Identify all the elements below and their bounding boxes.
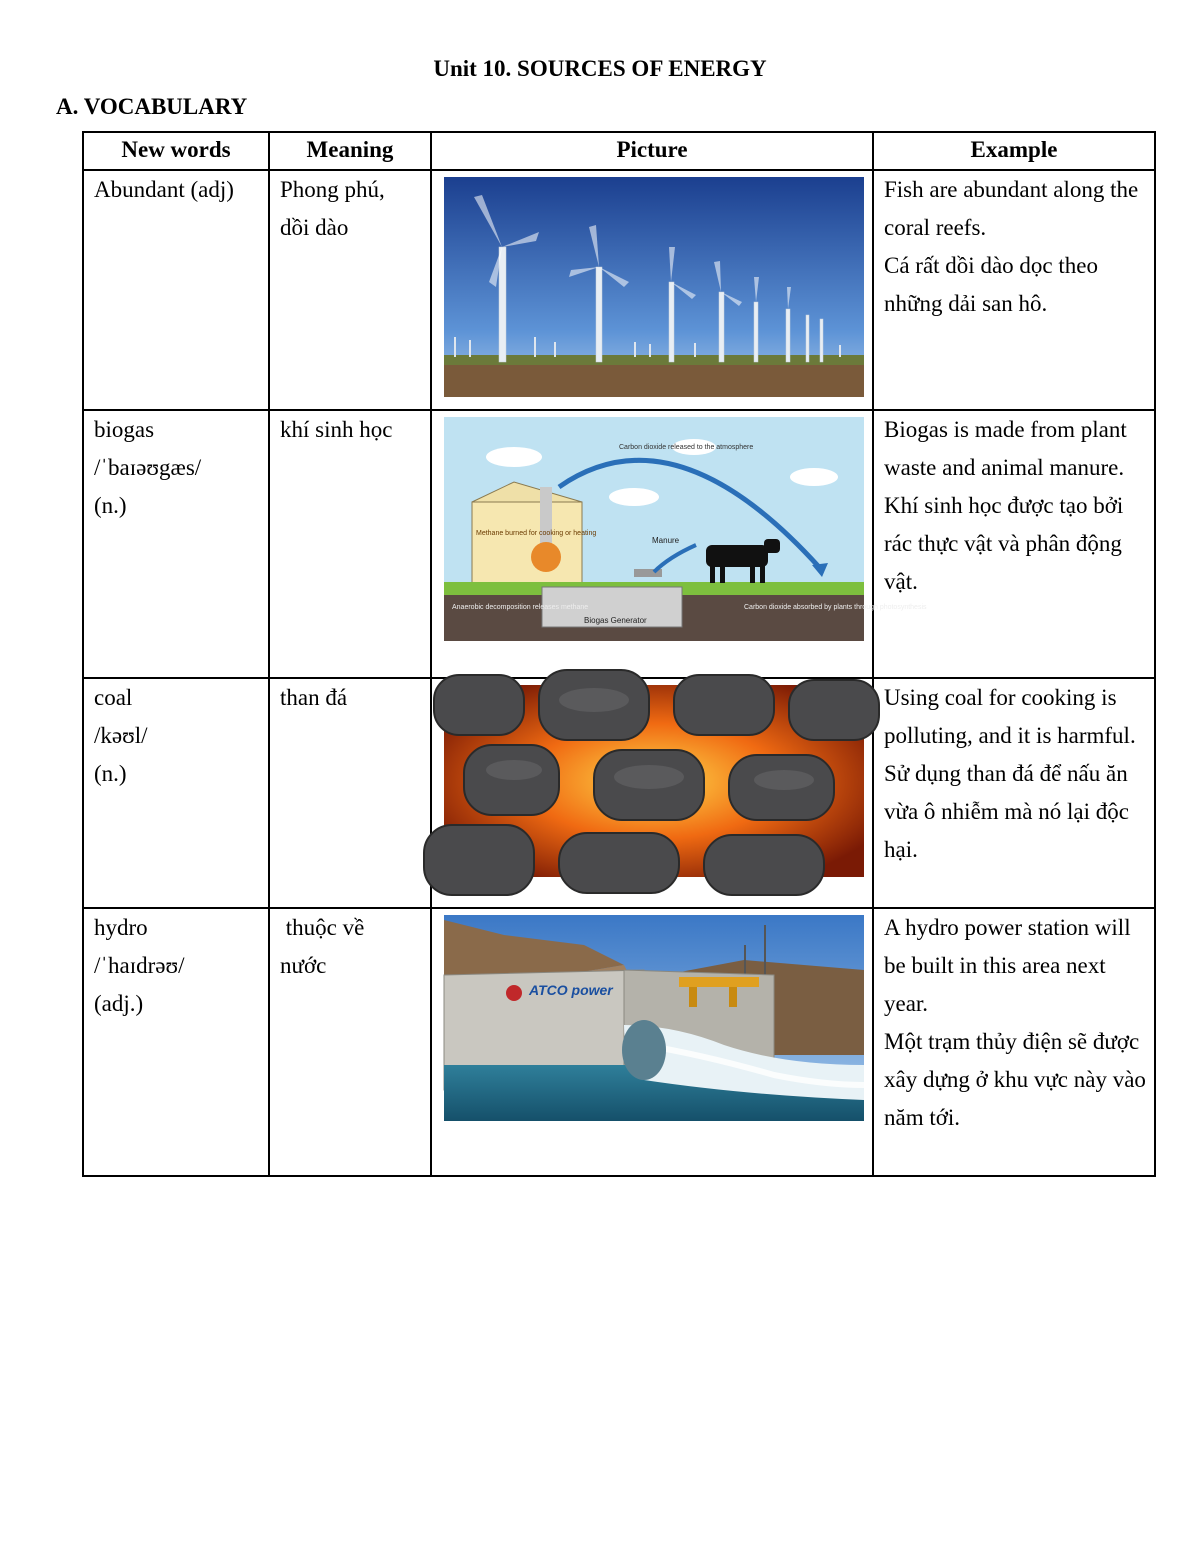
header-example: Example xyxy=(873,132,1155,170)
picture-cell xyxy=(431,908,873,1176)
meaning-text: than đá xyxy=(280,685,348,710)
diagram-label: Anaerobic decomposition releases methane xyxy=(452,604,589,611)
header-picture: Picture xyxy=(431,132,873,170)
hydro-power-station-picture xyxy=(444,915,864,1121)
example-vietnamese: Một trạm thủy điện sẽ được xây dựng ở khu vực này vào năm tới. xyxy=(884,1029,1146,1130)
example-cell xyxy=(873,678,1155,908)
header-meaning: Meaning xyxy=(269,132,431,170)
example-english: Fish are abundant along the coral reefs. xyxy=(884,177,1139,240)
word-text: biogas xyxy=(94,417,155,442)
station-logo-text: ATCO power xyxy=(529,982,613,998)
word-type: (n.) xyxy=(94,761,127,786)
word-type: (adj.) xyxy=(94,991,144,1016)
diagram-label: Carbon dioxide released to the atmosphere xyxy=(619,444,754,451)
example-english: A hydro power station will be built in this area next year. xyxy=(884,915,1131,1016)
table-row xyxy=(83,170,1155,410)
meaning-cell xyxy=(269,410,431,678)
diagram-label: Methane burned for cooking or heating xyxy=(476,530,597,537)
header-new-words: New words xyxy=(83,132,269,170)
table-header-row xyxy=(83,132,1155,170)
word-cell xyxy=(83,170,269,410)
wind-turbines-picture xyxy=(444,177,864,397)
meaning-cell xyxy=(269,170,431,410)
picture-cell xyxy=(431,410,927,678)
picture-cell xyxy=(431,170,873,410)
example-english: Biogas is made from plant waste and animal manure. xyxy=(884,417,1127,480)
meaning-cell xyxy=(269,908,431,1176)
example-vietnamese: Cá rất dồi dào dọc theo những dải san hô. xyxy=(884,253,1098,316)
example-english: Using coal for cooking is polluting, and it is harmful. xyxy=(884,685,1136,748)
table-row xyxy=(83,678,1155,908)
meaning-text: Phong phú, xyxy=(280,177,385,202)
word-type: (n.) xyxy=(94,493,127,518)
word-cell xyxy=(83,410,269,678)
vocabulary-table xyxy=(82,131,1156,1177)
word-pronunciation: /kəʊl/ xyxy=(94,723,148,748)
picture-cell xyxy=(431,678,873,908)
word-text: hydro xyxy=(94,915,148,940)
example-cell xyxy=(873,908,1155,1176)
page-title: Unit 10. SOURCES OF ENERGY xyxy=(433,56,767,81)
word-text: coal xyxy=(94,685,133,710)
meaning-cell xyxy=(269,678,431,908)
meaning-text: khí sinh học xyxy=(280,417,393,442)
diagram-label: Carbon dioxide absorbed by plants through photosynthesis xyxy=(744,604,927,611)
word-text: Abundant (adj) xyxy=(94,177,234,202)
table-row xyxy=(83,410,1155,678)
section-heading: A. VOCABULARY xyxy=(56,94,248,119)
meaning-text: thuộc về xyxy=(280,915,365,940)
example-vietnamese: Sử dụng than đá để nấu ăn vừa ô nhiễm mà nó lại độc hại. xyxy=(884,761,1129,862)
meaning-text: dồi dào xyxy=(280,215,349,240)
word-pronunciation: /ˈhaɪdrəʊ/ xyxy=(94,953,185,978)
example-cell xyxy=(873,170,1155,410)
word-cell xyxy=(83,678,269,908)
word-cell xyxy=(83,908,269,1176)
word-pronunciation: /ˈbaɪəʊgæs/ xyxy=(94,455,202,480)
example-cell xyxy=(873,410,1155,678)
diagram-label: Biogas Generator xyxy=(584,616,647,625)
example-vietnamese: Khí sinh học được tạo bởi rác thực vật và phân động vật. xyxy=(884,493,1124,594)
meaning-text: nước xyxy=(280,953,327,978)
burning-coal-picture xyxy=(444,685,864,877)
diagram-label: Manure xyxy=(652,536,680,545)
biogas-diagram-picture xyxy=(444,417,927,641)
table-row xyxy=(83,908,1155,1176)
